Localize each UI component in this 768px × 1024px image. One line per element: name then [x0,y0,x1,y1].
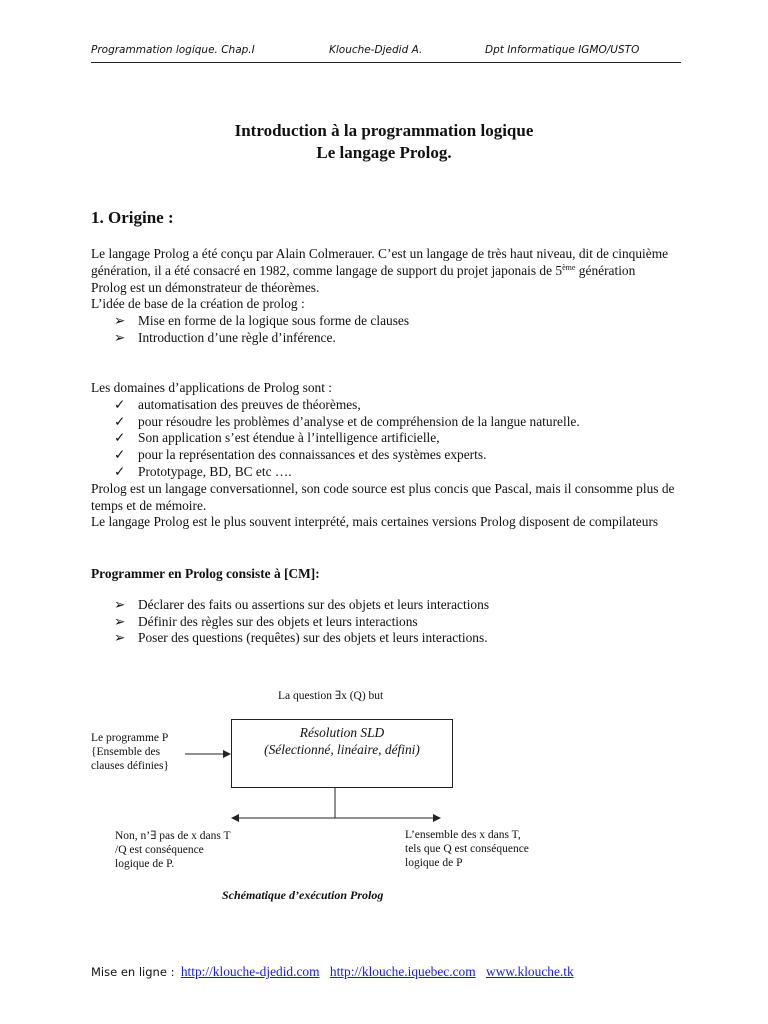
list-item-text: pour résoudre les problèmes d’analyse et de compréhension de la langue naturelle. [138,413,580,429]
list-item-text: Définir des règles sur des objets et leurs interactions [138,613,418,629]
origin-text-end: génération [575,262,636,278]
origin-line-idea: L’idée de base de la création de prolog : [91,296,305,312]
header-author: Klouche-Djedid A. [329,44,423,56]
programming-heading: Programmer en Prolog consiste à [CM]: [91,566,320,581]
sld-box-title: Résolution SLD [299,725,385,740]
list-item-text: Son application s’est étendue à l’intelligence artificielle, [138,430,440,446]
footer-label: Mise en ligne : [91,965,175,979]
sld-resolution-box [231,719,453,788]
origin-superscript: ème [562,262,576,272]
arrow-bullet-icon: ➢ [114,596,126,612]
list-item-text: Prototypage, BD, BC etc …. [138,463,292,479]
arrow-bullet-icon: ➢ [114,630,126,646]
list-item-text: pour la représentation des connaissances et des systèmes experts. [138,447,487,463]
header-chapter: Programmation logique. Chap.I [91,44,255,56]
arrow-bullet-icon: ➢ [114,613,126,629]
checkmark-icon: ✓ [114,413,126,429]
page-subtitle: Le langage Prolog. [316,143,452,162]
list-item-text: Mise en forme de la logique sous forme de clauses [138,313,410,329]
arrow-bullet-icon: ➢ [114,329,126,345]
arrow-bullet-icon: ➢ [114,313,126,329]
footer-link-tk[interactable]: www.klouche.tk [486,964,574,979]
checkmark-icon: ✓ [114,430,126,446]
header-department: Dpt Informatique IGMO/USTO [485,44,640,56]
domains-interpreted: Le langage Prolog est le plus souvent interprété, mais certaines versions Prolog disposent de compilateurs [91,514,659,530]
checkmark-icon: ✓ [114,396,126,412]
footer-link-iquebec[interactable]: http://klouche.iquebec.com [329,964,476,979]
checkmark-icon: ✓ [114,463,126,479]
page-footer [91,964,574,980]
list-item-text: automatisation des preuves de théorèmes, [138,396,361,412]
diagram-question: La question ∃x (Q) but [278,690,384,702]
list-item-text: Poser des questions (requêtes) sur des objets et leurs interactions. [138,630,488,646]
origin-text: Le langage Prolog a été conçu par Alain Colmerauer. C’est un langage de très haut niveau, dit de cinquième génération, il a été consacré en 1982, comme langage de support du projet japonais de 5 [91,246,669,278]
diagram-result-yes: L’ensemble des x dans T, tels que Q est conséquence logique de P [405,829,529,869]
diagram-result-no: Non, n’∃ pas de x dans T /Q est conséquence logique de P. [115,830,231,870]
list-item-text: Introduction d’une règle d’inférence. [138,329,336,345]
diagram-program-label: Le programme P {Ensemble des clauses définies} [91,732,170,772]
list-item-text: Déclarer des faits ou assertions sur des objets et leurs interactions [138,596,490,612]
footer-link-djedid[interactable]: http://klouche-djedid.com [180,964,320,979]
sld-box-subtitle: (Sélectionné, linéaire, défini) [264,742,420,757]
domains-conversational: Prolog est un langage conversationnel, son code source est plus concis que Pascal, mais il consomme plus de temps et de mémoire. [91,480,675,513]
checkmark-icon: ✓ [114,447,126,463]
origin-line-theorem: Prolog est un démonstrateur de théorèmes. [91,279,320,295]
section-heading-origin: 1. Origine : [91,208,174,227]
page-title: Introduction à la programmation logique [234,121,534,140]
domains-intro: Les domaines d’applications de Prolog sont : [91,380,332,395]
diagram-caption: Schématique d’exécution Prolog [222,888,384,902]
